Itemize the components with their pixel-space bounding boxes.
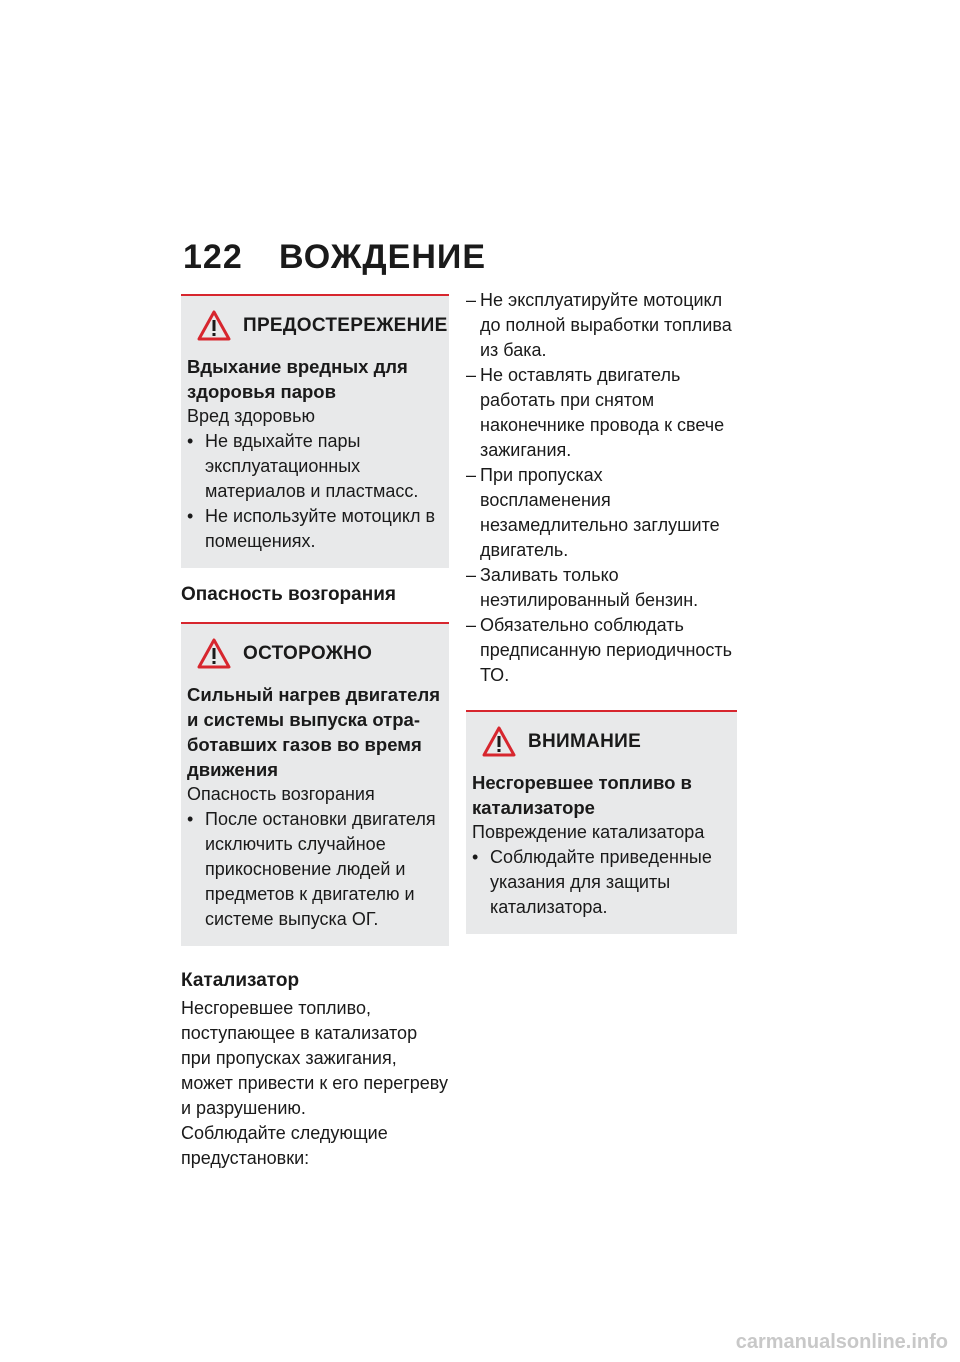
catalyst-text: Несгоревшее топливо, поступающее в катализатор при пропусках зажигания, может привести к его перегреву и разрушению. xyxy=(181,998,448,1118)
caution-box xyxy=(181,622,449,946)
list-item: – Заливать только неэтилированный бензин. xyxy=(466,563,737,613)
attention-box-heading: Несгоревшее топливо в катализаторе xyxy=(472,772,692,818)
watermark: carmanualsonline.info xyxy=(735,1331,948,1353)
warning-box-title: ПРЕДОСТЕРЕЖЕНИЕ xyxy=(243,315,448,336)
caution-box-heading: Сильный нагрев двигателя и системы выпуска отра- ботавших газов во время движения xyxy=(187,684,440,780)
warning-box-header xyxy=(187,310,448,342)
warning-box xyxy=(181,294,449,568)
page-number: 122 xyxy=(183,238,243,276)
list-item: – Не оставлять двигатель работать при снятом наконечнике провода к свече зажигания. xyxy=(466,363,737,463)
attention-box-title: ВНИМАНИЕ xyxy=(528,731,642,752)
caution-box-list xyxy=(187,807,441,932)
right-column xyxy=(466,288,737,934)
attention-box-list xyxy=(472,845,729,920)
list-item: – Не эксплуатируйте мотоцикл до полной выработки топлива из бака. xyxy=(466,288,737,363)
warning-box-heading: Вдыхание вредных для здоровья паров xyxy=(187,356,408,402)
warning-triangle-icon xyxy=(197,310,231,342)
page-header xyxy=(183,238,743,277)
warning-box-list xyxy=(187,429,441,554)
list-item: • Не используйте мотоцикл в помещениях. xyxy=(187,504,441,554)
catalyst-title: Катализатор xyxy=(181,970,300,991)
list-item: – При пропусках воспламенения незамедлительно заглушите двигатель. xyxy=(466,463,737,563)
section-title-fire: Опасность возгорания xyxy=(181,584,396,605)
chapter-title: ВОЖДЕНИЕ xyxy=(279,238,487,276)
list-item: • После остановки двигателя исключить случайное прикосновение людей и предметов к двигателю и системе выпуска ОГ. xyxy=(187,807,441,932)
left-column xyxy=(181,294,449,1171)
warning-box-subtitle: Вред здоровью xyxy=(187,406,315,426)
warning-triangle-icon xyxy=(482,726,516,758)
catalyst-note: Соблюдайте следующие предустановки: xyxy=(181,1123,388,1168)
precaution-list xyxy=(466,288,737,688)
list-item: • Соблюдайте приведенные указания для защиты катализатора. xyxy=(472,845,729,920)
attention-box xyxy=(466,710,737,934)
caution-box-title: ОСТОРОЖНО xyxy=(243,643,373,664)
attention-box-header xyxy=(472,726,729,758)
attention-box-subtitle: Повреждение катализатора xyxy=(472,822,705,842)
warning-triangle-icon xyxy=(197,638,231,670)
caution-box-header xyxy=(187,638,441,670)
caution-box-subtitle: Опасность возгорания xyxy=(187,784,375,804)
list-item: • Не вдыхайте пары эксплуатационных материалов и пластмасс. xyxy=(187,429,441,504)
list-item: – Обязательно соблюдать предписанную периодичность ТО. xyxy=(466,613,737,688)
